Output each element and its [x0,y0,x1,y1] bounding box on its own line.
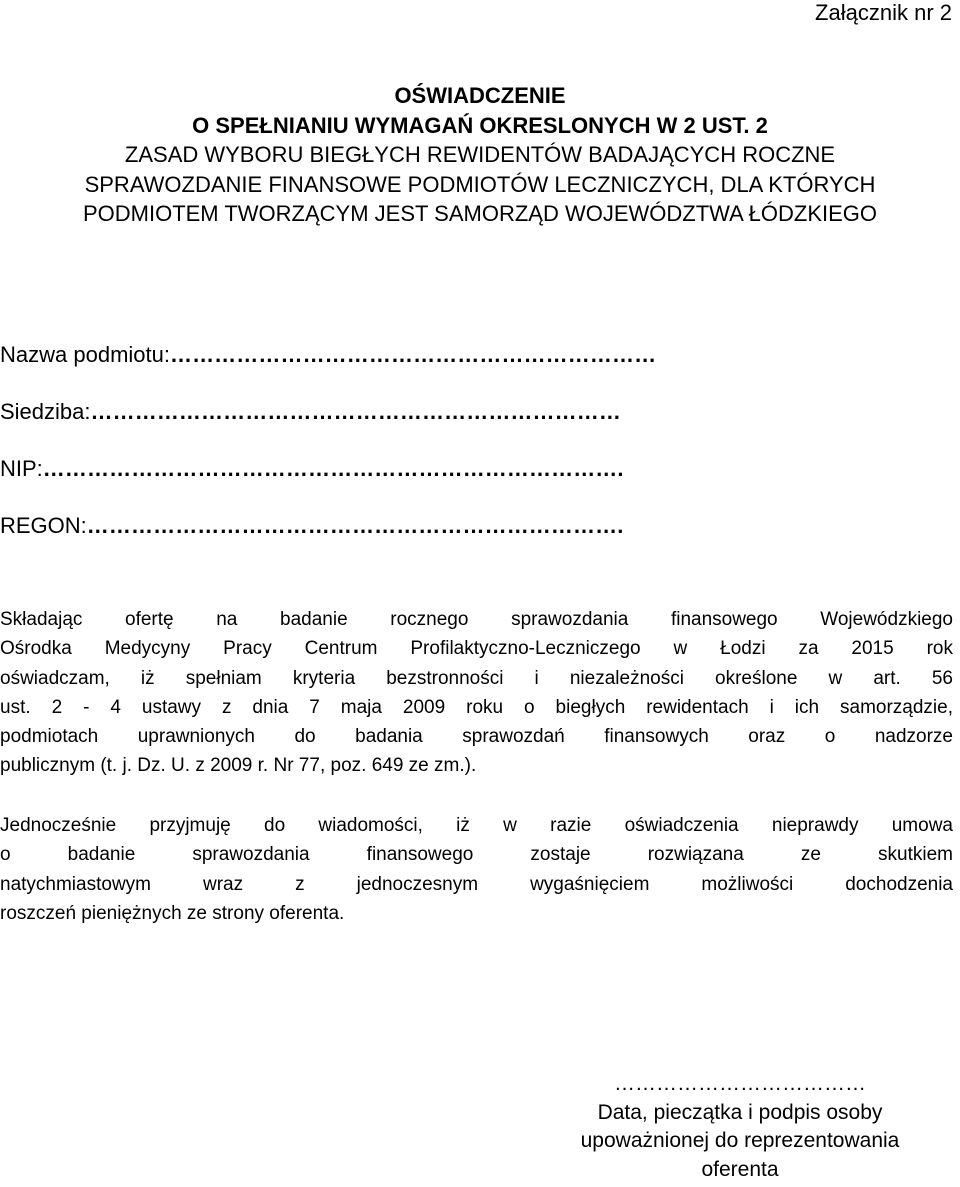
paragraph-line: oświadczam, iż spełniam kryteria bezstronności i niezależności określone w art. 56 [0,667,953,689]
paragraph-line: publicznym (t. j. Dz. U. z 2009 r. Nr 77, poz. 649 ze zm.). [0,755,477,777]
declaration-paragraph [0,605,953,781]
field-label: Siedziba: [0,399,91,424]
paragraph-line: Składając ofertę na badanie rocznego sprawozdania finansowego Wojewódzkiego [0,609,953,630]
signature-caption: upoważnionej do reprezentowania [580,1129,900,1152]
fill-in-line[interactable]: ……………………………………………………………… [90,399,621,424]
title-line: ZASAD WYBORU BIEGŁYCH REWIDENTÓW BADAJĄCYCH ROCZNE [124,142,836,167]
document-title [0,81,960,229]
paragraph-line: Ośrodka Medycyny Pracy Centrum Profilaktyczno-Leczniczego w Łodzi za 2015 rok [0,638,953,660]
title-line: O SPEŁNIANIU WYMAGAŃ OKRESLONYCH W 2 UST. 2 [192,112,768,138]
paragraph-line: roszczeń pieniężnych ze strony oferenta. [0,902,345,924]
paragraph-line: Jednocześnie przyjmuję do wiadomości, iż w razie oświadczenia nieprawdy umowa [0,815,953,836]
title-line: SPRAWOZDANIE FINANSOWE PODMIOTÓW LECZNICZYCH, DLA KTÓRYCH [84,171,876,197]
paragraph-line: natychmiastowym wraz z jednoczesnym wygaśnięciem możliwości dochodzenia [0,873,953,895]
title-heading: OŚWIADCZENIE [394,83,566,108]
paragraph-line: ust. 2 - 4 ustawy z dnia 7 maja 2009 roku o biegłych rewidentach i ich samorządzie, [0,696,953,718]
paragraph-line: podmiotach uprawnionych do badania sprawozdań finansowych oraz o nadzorze [0,726,953,748]
field-label: Nazwa podmiotu: [0,342,170,367]
signature-block [540,1070,940,1184]
entity-fields [0,340,960,568]
signature-caption: oferenta [701,1157,779,1181]
title-line: PODMIOTEM TWORZĄCYM JEST SAMORZĄD WOJEWÓDZTWA ŁÓDZKIEGO [82,201,878,226]
fill-in-line[interactable]: ………………………………………………………… [169,342,657,367]
field-label: REGON: [0,513,87,538]
annex-label: Załącznik nr 2 [815,0,952,25]
field-label: NIP: [0,456,43,481]
fill-in-line[interactable]: ……………………………………………………………………. [42,456,624,481]
paragraph-line: o badanie sprawozdania finansowego zostaje rozwiązana ze skutkiem [0,844,953,866]
signature-line[interactable]: ……………………………… [614,1072,866,1095]
field-regon[interactable] [0,511,960,568]
field-entity-name[interactable] [0,340,960,397]
field-seat[interactable] [0,397,960,454]
fill-in-line[interactable]: ………………………………………………………………. [86,513,624,538]
field-nip[interactable] [0,454,960,511]
signature-caption: Data, pieczątka i podpis osoby [597,1100,883,1124]
acknowledgement-paragraph [0,811,953,928]
